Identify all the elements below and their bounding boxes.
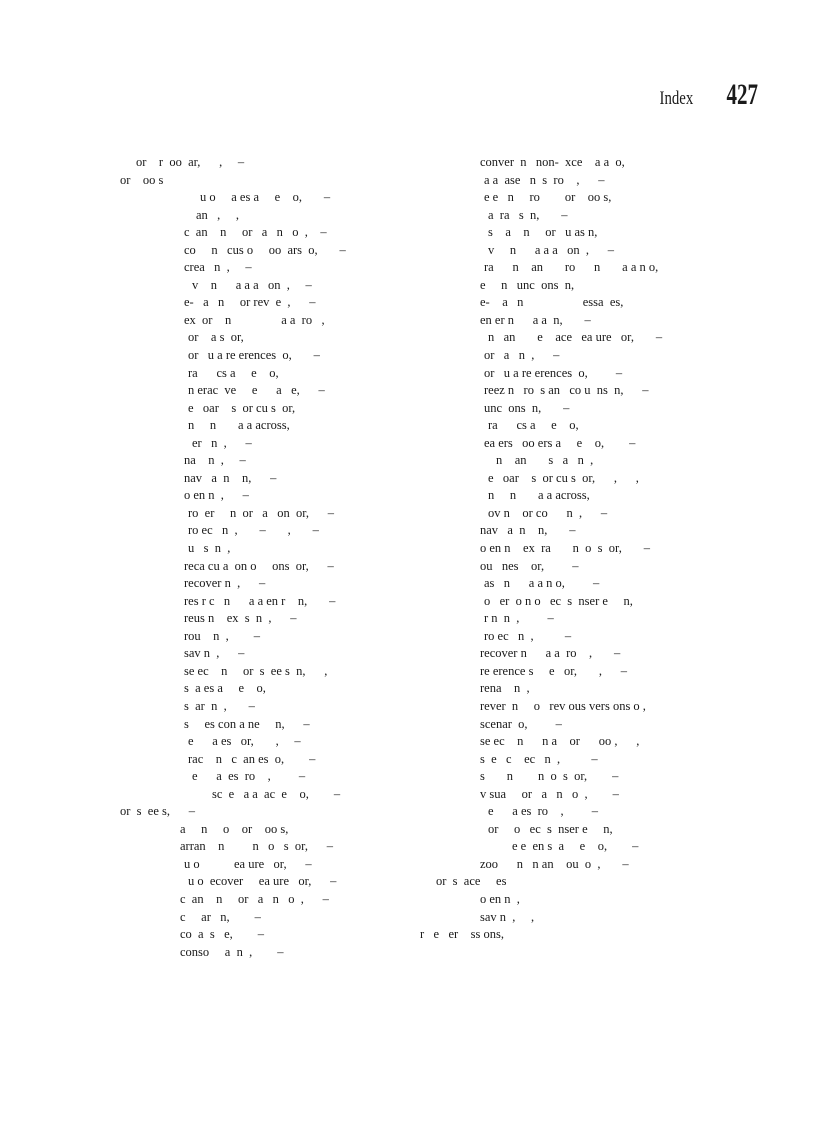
index-entry: reca cu a on o ons or, – (184, 558, 334, 573)
index-entry: or u a re erences o, – (484, 365, 623, 380)
index-entry: e a es ro , – (192, 769, 306, 784)
index-entry: res r c n a a en r n, – (184, 593, 336, 608)
index-entry: v sua or a n o , – (480, 786, 619, 801)
index-entry: e oar s or cu s or, (188, 400, 296, 415)
index-entry: s a es a e o, (184, 681, 266, 696)
index-entry: c ar n, – (180, 909, 261, 924)
index-entry: a ra s n, – (488, 207, 568, 222)
index-entry: u o ecover ea ure or, – (188, 874, 337, 889)
index-entry: reez n ro s an co u ns n, – (484, 383, 649, 398)
index-entry: co n cus o oo ars o, – (184, 242, 346, 257)
index-entry: ro ec n , – (484, 628, 572, 643)
index-entry: an , , (196, 207, 240, 222)
page-number: 427 (726, 78, 758, 111)
index-column-right (420, 154, 750, 944)
index-entry: s e c ec n , – (480, 751, 598, 766)
index-entry: r n n , – (484, 611, 554, 626)
index-entry: e- a n essa es, (480, 295, 624, 310)
index-entry: e a es ro , – (488, 804, 599, 819)
index-entry: recover n , – (184, 576, 266, 591)
index-entry: v n a a a on , – (488, 242, 615, 257)
index-entry: or r oo ar, , – (136, 155, 245, 169)
index-entry: or s ee s, – (120, 804, 195, 819)
index-entry: o en n , (480, 891, 520, 906)
index-entry: se ec n n a or oo , , (480, 734, 640, 749)
index-entry: e oar s or cu s or, , , (488, 470, 639, 485)
index-entry: or a s or, (188, 330, 244, 345)
index-entry: ea ers oo ers a e o, – (484, 435, 636, 450)
index-entry: e e n ro or oo s, (484, 190, 612, 205)
index-entry: e e en s a e o, – (512, 839, 639, 854)
index-entry: unc ons n, – (484, 400, 570, 415)
index-entry: u s n , (188, 541, 231, 556)
index-entry: ro ec n , – , – (188, 523, 319, 538)
index-entry: recover n a a ro , – (480, 646, 621, 661)
index-entry: n erac ve e a e, – (188, 383, 325, 398)
index-entry: e a es or, , – (188, 734, 301, 749)
index-entry: zoo n n an ou o , – (480, 856, 629, 871)
index-entry: rac n c an es o, – (188, 751, 316, 766)
index-entry: or s ace es (436, 874, 507, 889)
index-entry: s ar n , – (184, 698, 255, 713)
index-entry: arran n n o s or, – (180, 839, 333, 854)
index-entry: er n , – (192, 435, 252, 450)
index-entry: ou nes or, – (480, 558, 579, 573)
index-entry: en er n a a n, – (480, 312, 591, 327)
index-entry: e- a n or rev e , – (184, 295, 316, 310)
index-entry: s es con a ne n, – (184, 716, 310, 731)
index-entry: or o ec s nser e n, (488, 821, 613, 836)
index-entry: conver n non- xce a a o, (480, 155, 625, 169)
index-entry: ro er n or a on or, – (188, 505, 334, 520)
index-entry: s n n o s or, – (480, 769, 619, 784)
index-entry: ra cs a e o, (188, 365, 279, 380)
running-head-title: Index (659, 88, 693, 109)
index-entry: o en n ex ra n o s or, – (480, 541, 650, 556)
index-entry: c an n or a n o , – (184, 225, 327, 240)
index-entry: n n a a across, (488, 488, 590, 503)
index-entry: rena n , (480, 681, 530, 696)
index-entry: n an e ace ea ure or, – (488, 330, 663, 345)
index-entry: ex or n a a ro , (184, 312, 325, 327)
index-entry: re erence s e or, , – (480, 663, 628, 678)
index-entry: or oo s (120, 172, 164, 187)
index-entry: ra cs a e o, (488, 418, 579, 433)
index-entry: c an n or a n o , – (180, 891, 329, 906)
index-entry: o en n , – (184, 488, 249, 503)
index-entry: a a ase n s ro , – (484, 172, 605, 187)
index-entry: u o a es a e o, – (200, 190, 331, 205)
index-entry: se ec n or s ee s n, , (184, 663, 328, 678)
index-entry: conso a n , – (180, 944, 284, 959)
index-entry: s a n or u as n, (488, 225, 598, 240)
index-entry: ra n an ro n a a n o, (484, 260, 659, 275)
index-entry: rou n , – (184, 628, 261, 643)
index-entry: co a s e, – (180, 927, 265, 942)
index-entry: e n unc ons n, (480, 277, 575, 292)
index-entry: scenar o, – (480, 716, 562, 731)
index-entry: reus n ex s n , – (184, 611, 297, 626)
index-entry: rever n o rev ous vers ons o , (480, 698, 646, 713)
index-entry: n an s a n , (496, 453, 594, 468)
index-entry: crea n , – (184, 260, 252, 275)
index-entry: n n a a across, (188, 418, 290, 433)
index-entry: sc e a a ac e o, – (212, 786, 341, 801)
index-entry: v n a a a on , – (192, 277, 312, 292)
running-header (650, 78, 758, 112)
index-entry: or a n , – (484, 348, 560, 363)
index-entry: na n , – (184, 453, 246, 468)
index-entry: u o ea ure or, – (184, 856, 312, 871)
index-entry: sav n , , (480, 909, 535, 924)
index-entry: nav a n n, – (480, 523, 576, 538)
index-entry: as n a a n o, – (484, 576, 600, 591)
index-entry: or u a re erences o, – (188, 348, 320, 363)
index-entry: a n o or oo s, (180, 821, 289, 836)
index-column-left (120, 154, 450, 961)
index-entry: ov n or co n , – (488, 505, 608, 520)
index-entry: sav n , – (184, 646, 245, 661)
index-entry: r e er ss ons, (420, 927, 505, 942)
index-entry: nav a n n, – (184, 470, 277, 485)
index-entry: o er o n o ec s nser e n, (484, 593, 633, 608)
